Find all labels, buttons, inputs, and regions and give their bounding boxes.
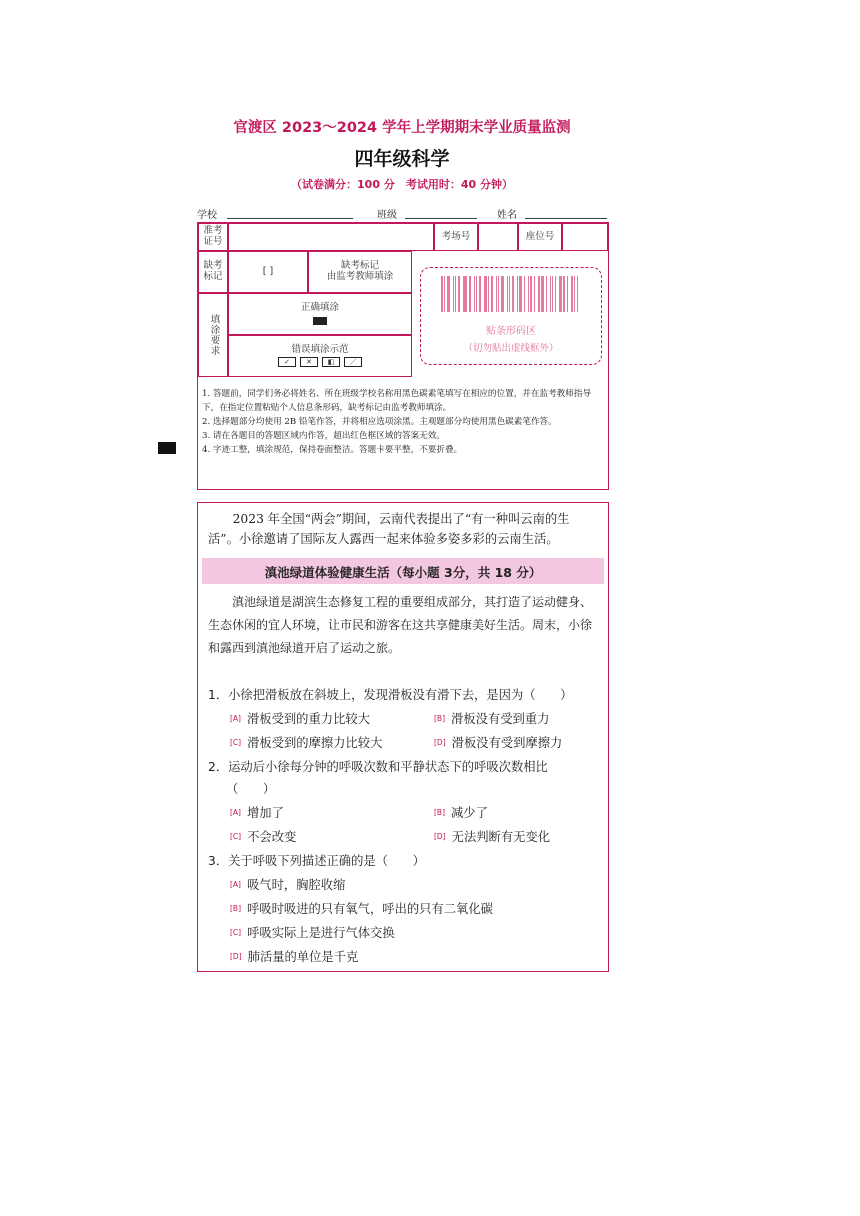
exam-id-field[interactable] xyxy=(228,223,434,251)
barcode-stripe xyxy=(534,276,535,312)
barcode-stripe xyxy=(517,276,518,312)
question-2-bracket: （ ） xyxy=(226,782,276,796)
name-field[interactable] xyxy=(525,218,607,219)
barcode-stripe xyxy=(444,276,445,312)
barcode-stripe xyxy=(488,276,489,312)
section-paragraph: 滇池绿道是湖滨生态修复工程的重要组成部分，其打造了运动健身、生态休闲的宜人环境，让市民和游客在这共享健康美好生活。周末，小徐和露西到滇池绿道开启了运动之旅。 xyxy=(208,595,593,655)
correct-fill-label: 正确填涂 xyxy=(300,301,339,313)
barcode-stripe xyxy=(577,276,578,312)
barcode-stripe xyxy=(491,276,493,312)
seat-label: 座位号 xyxy=(518,223,562,251)
barcode-stripe xyxy=(563,276,565,312)
barcode-label: 贴条形码区 xyxy=(486,326,536,337)
instruction-item: 2. 选择题部分均使用 2B 铅笔作答，并将相应选项涂黑。主观题部分均使用黑色碳素笔作答。 xyxy=(202,417,557,427)
barcode-stripe xyxy=(530,276,532,312)
barcode-stripe xyxy=(512,276,514,312)
barcode-stripe xyxy=(469,276,471,312)
school-field[interactable] xyxy=(227,218,353,219)
half-fill-icon: ◧ xyxy=(322,357,340,367)
barcode-area xyxy=(420,267,602,365)
school-label: 学校 xyxy=(197,210,217,221)
fill-requirement-label: 填涂要求 xyxy=(198,293,228,377)
wrong-fill-label: 错误填涂示范 xyxy=(291,343,349,355)
barcode-stripe xyxy=(474,276,475,312)
slash-mark-icon: ／ xyxy=(344,357,362,367)
barcode-stripe xyxy=(507,276,508,312)
absent-label: 缺考标记 xyxy=(198,251,228,293)
exam-title: 官渡区 2023～2024 学年上学期期末学业质量监测 xyxy=(233,120,571,136)
q1-option-c[interactable]: [C] 滑板受到的摩擦力比较大 xyxy=(230,736,383,750)
barcode-stripe xyxy=(546,276,547,312)
room-label: 考场号 xyxy=(434,223,478,251)
barcode-stripe xyxy=(528,276,529,312)
alignment-marker xyxy=(158,442,176,454)
barcode-stripe xyxy=(571,276,573,312)
seat-field[interactable] xyxy=(562,223,608,251)
filled-mark-icon xyxy=(313,317,327,325)
barcode-stripe xyxy=(464,276,467,312)
barcode-stripe xyxy=(574,276,575,312)
q1-option-b[interactable]: [B] 滑板没有受到重力 xyxy=(434,712,550,726)
question-3: 3．关于呼吸下列描述正确的是（ ） xyxy=(208,854,425,868)
class-label: 班级 xyxy=(377,210,397,221)
question-area xyxy=(197,502,609,972)
room-field[interactable] xyxy=(478,223,518,251)
barcode-stripe xyxy=(541,276,544,312)
barcode-stripe xyxy=(509,276,511,312)
instruction-item: 4. 字迹工整，填涂规范，保持卷面整洁。答题卡要平整，不要折叠。 xyxy=(202,445,463,455)
barcode-icon xyxy=(441,276,581,312)
barcode-stripe xyxy=(567,276,568,312)
barcode-stripe xyxy=(441,276,443,312)
name-label: 姓名 xyxy=(497,210,517,221)
question-1: 1．小徐把滑板放在斜坡上，发现滑板没有滑下去，是因为（ ） xyxy=(208,688,573,702)
barcode-stripe xyxy=(498,276,499,312)
barcode-stripe xyxy=(455,276,456,312)
answer-sheet xyxy=(193,112,611,972)
barcode-stripe xyxy=(458,276,460,312)
barcode-stripe xyxy=(552,276,554,312)
q1-option-d[interactable]: [D] 滑板没有受到摩擦力 xyxy=(434,736,563,750)
q3-option-b[interactable]: [B] 呼吸时吸进的只有氧气，呼出的只有二氧化碳 xyxy=(230,902,493,916)
q2-option-a[interactable]: [A] 增加了 xyxy=(230,806,284,820)
question-2: 2．运动后小徐每分钟的呼吸次数和平静状态下的呼吸次数相比 xyxy=(208,760,548,774)
correct-fill-example xyxy=(228,293,412,335)
q2-option-d[interactable]: [D] 无法判断有无变化 xyxy=(434,830,551,844)
q3-option-c[interactable]: [C] 呼吸实际上是进行气体交换 xyxy=(230,926,395,940)
barcode-stripe xyxy=(550,276,551,312)
q3-option-a[interactable]: [A] 吸气时，胸腔收缩 xyxy=(230,878,346,892)
instructions xyxy=(202,387,606,457)
absent-note: 缺考标记 由监考教师填涂 xyxy=(308,251,412,293)
barcode-stripe xyxy=(447,276,450,312)
class-field[interactable] xyxy=(405,218,477,219)
section-title: 滇池绿道体验健康生活（每小题 3分，共 18 分） xyxy=(264,565,542,580)
wrong-mark-icons xyxy=(278,357,362,367)
exam-id-label: 准考证号 xyxy=(198,223,228,251)
wrong-fill-example xyxy=(228,335,412,377)
barcode-stripe xyxy=(463,276,464,312)
q3-option-d[interactable]: [D] 肺活量的单位是千克 xyxy=(230,950,359,964)
exam-meta: （试卷满分：100 分 考试用时：40 分钟） xyxy=(291,178,513,191)
q1-option-a[interactable]: [A] 滑板受到的重力比较大 xyxy=(230,712,370,726)
q2-option-c[interactable]: [C] 不会改变 xyxy=(230,830,297,844)
barcode-stripe xyxy=(479,276,481,312)
barcode-stripe xyxy=(559,276,562,312)
barcode-stripe xyxy=(476,276,477,312)
barcode-stripe xyxy=(555,276,556,312)
barcode-note: （切勿贴出虚线框外） xyxy=(463,343,559,354)
subject-title: 四年级科学 xyxy=(354,148,450,170)
q2-option-b[interactable]: [B] 减少了 xyxy=(434,806,488,820)
barcode-stripe xyxy=(496,276,497,312)
barcode-stripe xyxy=(524,276,525,312)
tick-mark-icon: ✓ xyxy=(278,357,296,367)
barcode-stripe xyxy=(453,276,454,312)
info-table xyxy=(197,222,609,490)
barcode-stripe xyxy=(519,276,522,312)
absent-checkbox[interactable]: [ ] xyxy=(228,251,308,293)
section-header xyxy=(202,558,604,584)
instruction-item: 3. 请在各题目的答题区域内作答，超出红色框区域的答案无效。 xyxy=(202,431,445,441)
intro-text: 2023 年全国“两会”期间，云南代表提出了“有一种叫云南的生活”。小徐邀请了国际友人露西一起来体验多姿多彩的云南生活。 xyxy=(208,512,570,546)
instruction-item: 1. 答题前，同学们务必将姓名、所在班级学校名称用黑色碳素笔填写在相应的位置，并在监考教师指导下，在指定位置粘贴个人信息条形码，缺考标记由监考教师填涂。 xyxy=(202,389,592,413)
barcode-stripe xyxy=(538,276,540,312)
barcode-stripe xyxy=(484,276,487,312)
barcode-stripe xyxy=(501,276,504,312)
cross-mark-icon: ✕ xyxy=(300,357,318,367)
